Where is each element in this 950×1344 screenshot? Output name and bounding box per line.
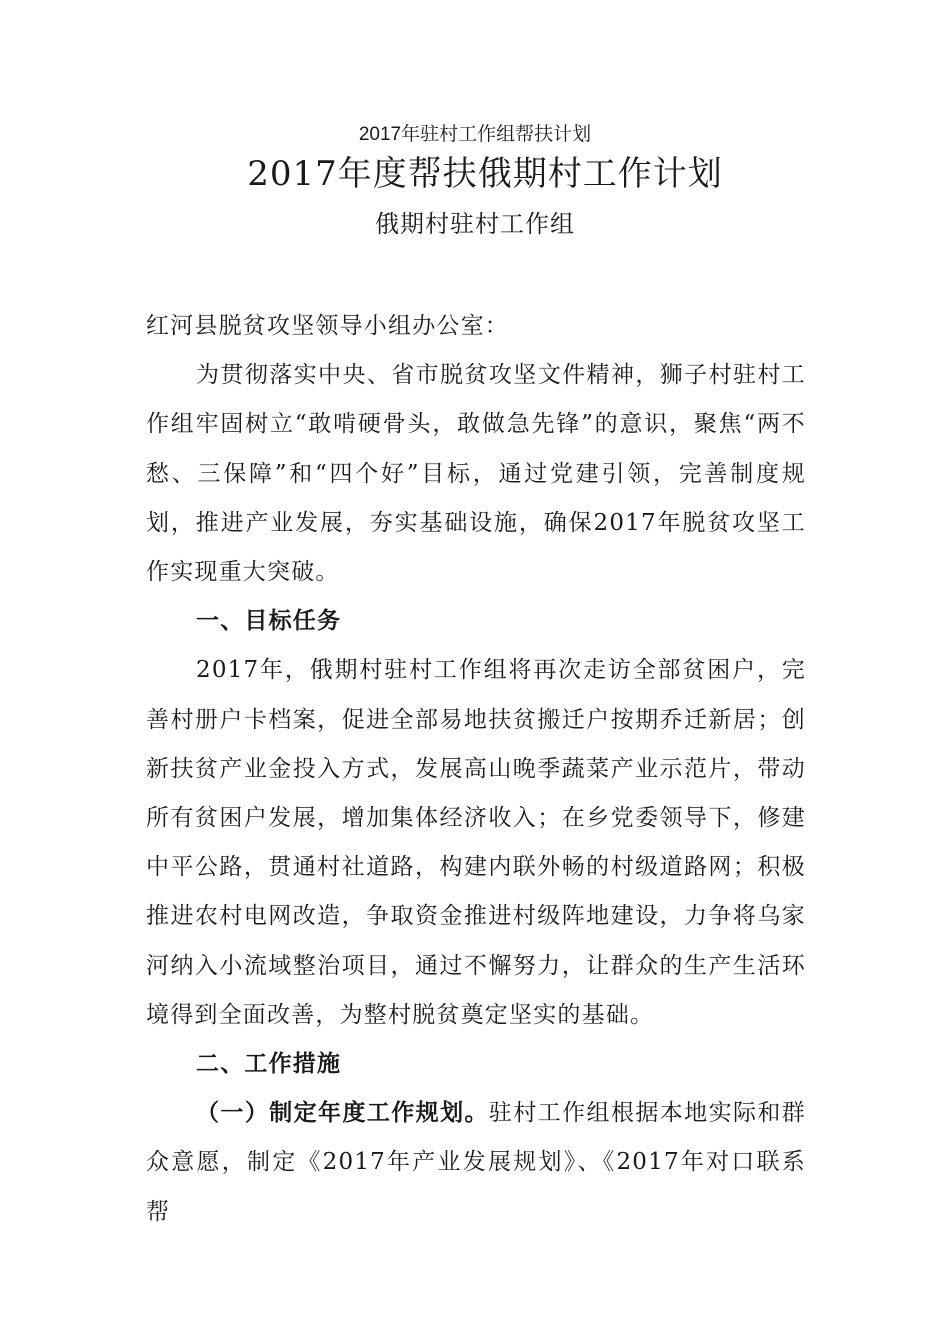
goals-paragraph: 2017年，俄期村驻村工作组将再次走访全部贫困户，完善村册户卡档案，促进全部易地扶贫搬迁户按期乔迁新居；创新扶贫产业金投入方式，发展高山晚季蔬菜产业示范片，带动所有贫困户发展，增加集体经济收入；在乡党委领导下，修建中平公路，贯通村社道路，构建内联外畅的村级道路网；积极推进农村电网改造，争取资金推进村级阵地建设，力争将乌家河纳入小流域整治项目，通过不懈努力，让群众的生产生活环境得到全面改善，为整村脱贫奠定坚实的基础。 [146, 657, 806, 1028]
document-body [146, 302, 806, 1237]
subsection-title: （一）制定年度工作规划。 [196, 1100, 489, 1127]
subsection-text: 驻村工作组根据本地实际和群众意愿，制定《2017年产业发展规划》、《2017年对口联系帮 [146, 1100, 806, 1225]
salutation: 红河县脱贫攻坚领导小组办公室： [146, 313, 509, 339]
measures-paragraph-1 [146, 1089, 806, 1237]
section-heading-measures: 二、工作措施 [196, 1051, 342, 1078]
document-subtitle: 俄期村驻村工作组 [375, 210, 575, 238]
section-heading-goals: 一、目标任务 [196, 608, 342, 635]
document-title: 2017年度帮扶俄期村工作计划 [247, 154, 723, 194]
intro-paragraph: 为贯彻落实中央、省市脱贫攻坚文件精神，狮子村驻村工作组牢固树立“敢啃硬骨头，敢做急先锋”的意识，聚焦“两不愁、三保障”和“四个好”目标，通过党建引领，完善制度规划，推进产业发展，夯实基础设施，确保2017年脱贫攻坚工作实现重大突破。 [146, 362, 806, 586]
document-header: 2017年驻村工作组帮扶计划 [358, 124, 592, 145]
